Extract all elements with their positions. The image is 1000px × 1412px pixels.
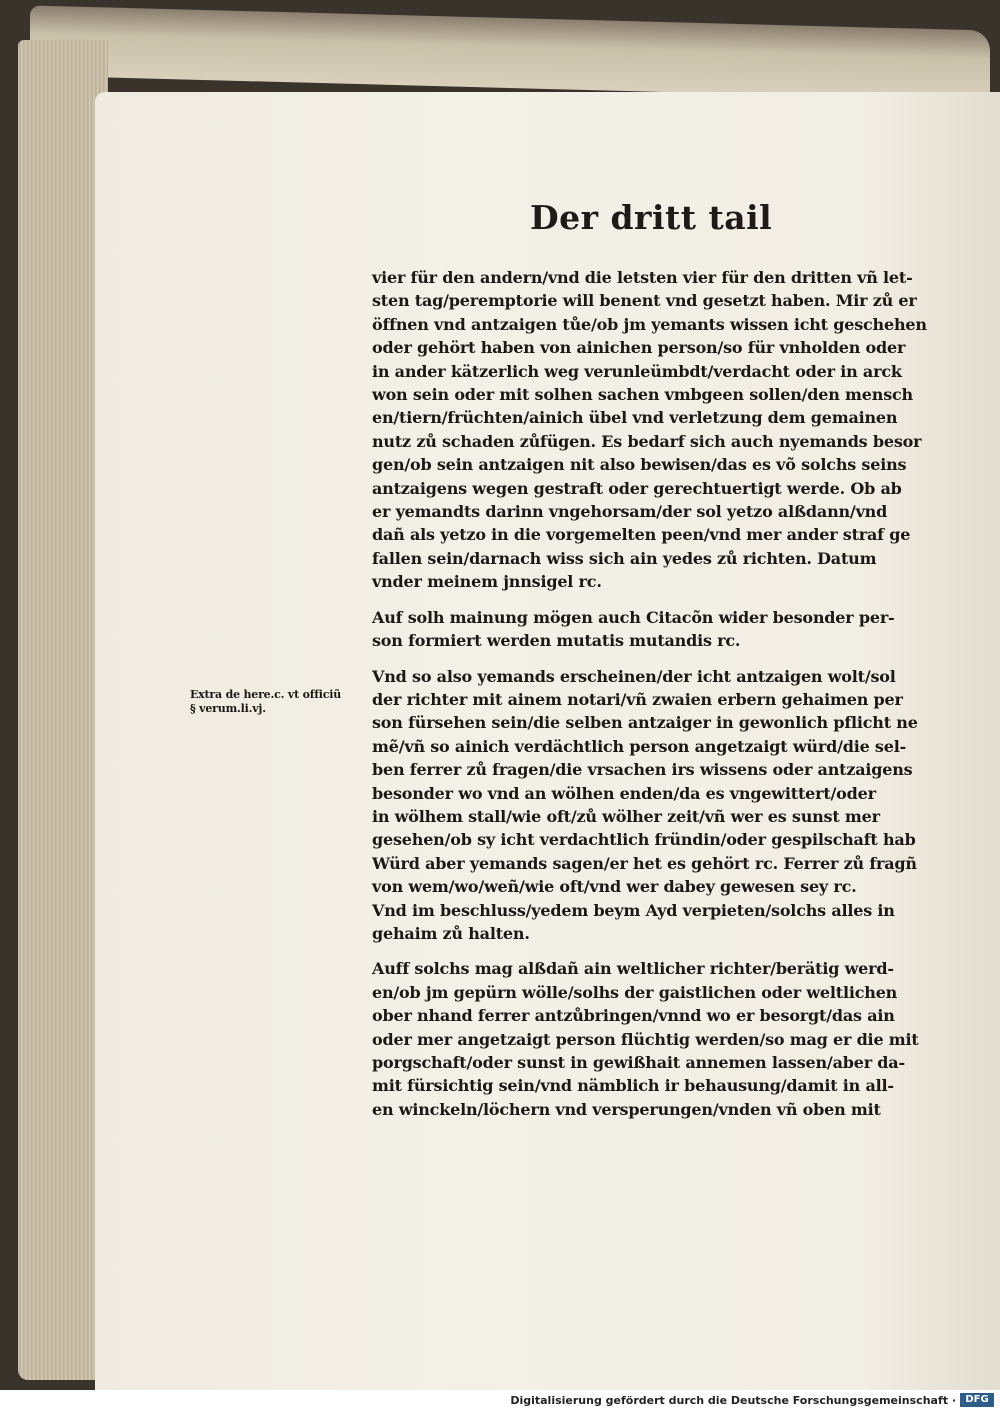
main-text (372, 266, 927, 1133)
text-line: ober nhand ferrer antzůbringen/vnnd wo er besorgt/das ain (372, 1006, 895, 1026)
text-line: mit fürsichtig sein/vnd nämblich ir behausung/damit in all- (372, 1076, 894, 1096)
text-line: antzaigens wegen gestraft oder gerechtuertigt werde. Ob ab (372, 478, 902, 498)
dfg-logo: DFG (960, 1393, 994, 1407)
text-line: besonder wo vnd an wölhen enden/da es vngewittert/oder (372, 783, 876, 803)
text-line: fallen sein/darnach wiss sich ain yedes zů richten. Datum (372, 548, 877, 568)
text-line: der richter mit ainem notari/vñ zwaien erbern gehaimen per (372, 689, 903, 709)
text-line: en/tiern/früchten/ainich übel vnd verletzung dem gemainen (372, 408, 898, 428)
text-line: gehaim zů halten. (372, 923, 530, 943)
text-line: in wölhem stall/wie oft/zů wölher zeit/vñ wer es sunst mer (372, 806, 880, 826)
text-line: Vnd so also yemands erscheinen/der icht antzaigen wolt/sol (372, 666, 896, 686)
paragraph-3 (372, 665, 918, 946)
text-line: sten tag/peremptorie will benent vnd gesetzt haben. Mir zů er (372, 291, 917, 311)
text-line: dañ als yetzo in die vorgemelten peen/vnd mer ander straf ge (372, 525, 911, 545)
text-line: son fürsehen sein/die selben antzaiger in gewonlich pflicht ne (372, 713, 918, 733)
text-line: en winckeln/löchern vnd versperungen/vnden vñ oben mit (372, 1099, 881, 1119)
paragraph-1 (372, 266, 927, 594)
text-line: mẽ/vñ so ainich verdächtlich person angetzaigt würd/die sel- (372, 736, 907, 756)
text-line: vnder meinem jnnsigel rc. (372, 572, 602, 592)
footer-bar (0, 1390, 1000, 1412)
text-line: oder mer angetzaigt person flüchtig werden/so mag er die mit (372, 1029, 919, 1049)
text-line: won sein oder mit solhen sachen vmbgeen sollen/den mensch (372, 385, 913, 405)
text-line: Würd aber yemands sagen/er het es gehört rc. Ferrer zů fragñ (372, 853, 917, 873)
text-line: öffnen vnd antzaigen tůe/ob jm yemants wissen icht geschehen (372, 314, 927, 334)
text-line: ben ferrer zů fragen/die vrsachen irs wissens oder antzaigens (372, 760, 913, 780)
text-line: in ander kätzerlich weg verunleümbdt/verdacht oder in arck (372, 361, 902, 381)
running-head: Der dritt tail (530, 198, 773, 237)
marginal-note-line: Extra de here.c. vt officiũ (190, 688, 342, 701)
marginal-note-line: § verum.li.vj. (190, 702, 266, 715)
text-line: er yemandts darinn vngehorsam/der sol yetzo alßdann/vnd (372, 502, 888, 522)
paragraph-2 (372, 606, 912, 653)
text-line: gesehen/ob sy icht verdachtlich fründin/oder gespilschaft hab (372, 830, 916, 850)
text-line: porgschaft/oder sunst in gewißhait annemen lassen/aber da- (372, 1053, 905, 1072)
text-line: Auff solchs mag alßdañ ain weltlicher richter/berätig werd- (372, 959, 894, 979)
text-line: gen/ob sein antzaigen nit also bewisen/das es võ solchs seins (372, 455, 907, 475)
text-line: von wem/wo/weñ/wie oft/vnd wer dabey gewesen sey rc. (372, 877, 857, 897)
text-line: nutz zů schaden zůfügen. Es bedarf sich auch nyemands besor (372, 431, 922, 451)
text-line: Vnd im beschluss/yedem beym Ayd verpieten/solchs alles in (372, 900, 895, 920)
text-line: son formiert werden mutatis mutandis rc. (372, 631, 741, 651)
paragraph-4 (372, 957, 919, 1121)
text-line: oder gehört haben von ainichen person/so für vnholden oder (372, 338, 906, 358)
funding-credit: Digitalisierung gefördert durch die Deutsche Forschungsgemeinschaft · (510, 1394, 956, 1407)
marginal-note (190, 688, 360, 716)
book-top-edge (30, 5, 990, 100)
text-line: Auf solh mainung mögen auch Citacõn wider besonder per- (372, 607, 895, 627)
text-line: vier für den andern/vnd die letsten vier für den dritten vñ let- (372, 268, 913, 287)
text-line: en/ob jm gepürn wölle/solhs der gaistlichen oder weltlichen (372, 982, 898, 1002)
